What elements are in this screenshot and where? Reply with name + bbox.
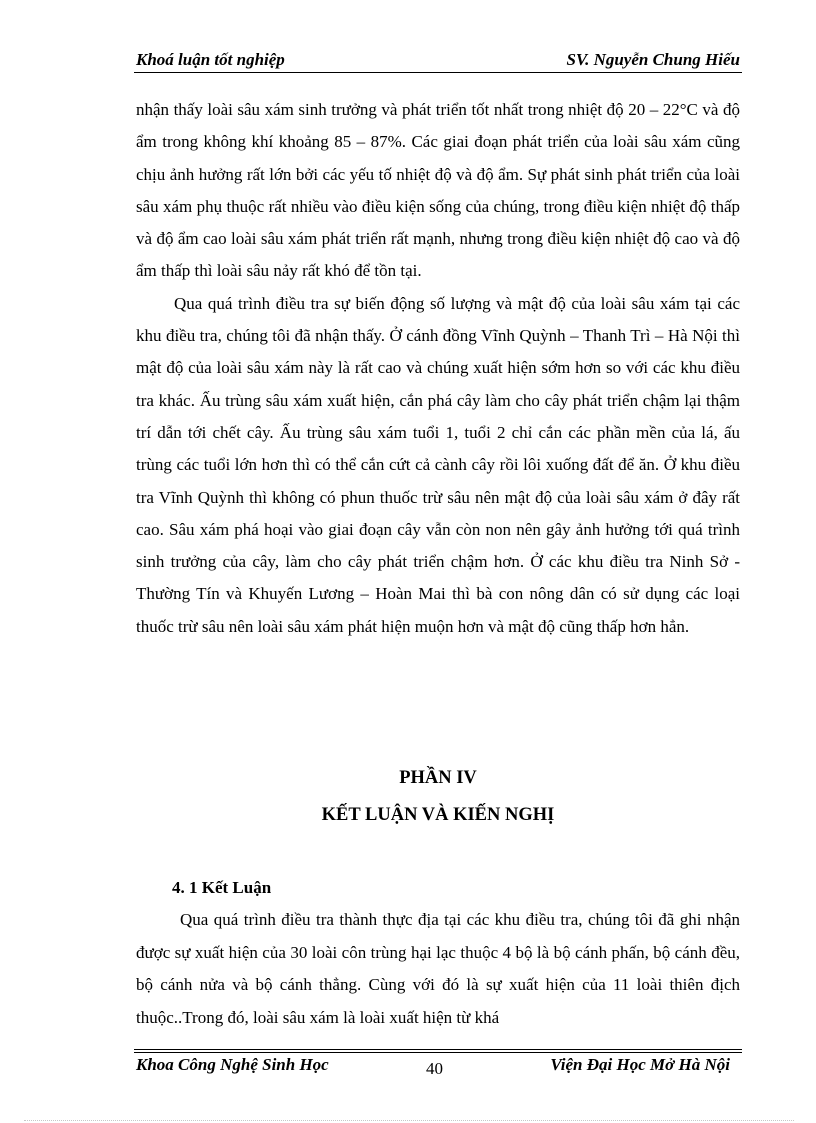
header-student-name: SV. Nguyễn Chung Hiếu xyxy=(566,50,740,69)
section-part-title: PHẦN IV xyxy=(399,768,477,788)
paragraph-2: Qua quá trình điều tra sự biến động số lượng và mật độ của loài sâu xám tại các khu điều tra, chúng tôi đã nhận thấy. Ở cánh đồng Vĩnh Quỳnh – Thanh Trì – Hà Nội thì mật độ của loài sâu xám này là rất cao và chúng xuất hiện sớm hơn so với các khu điều tra khác. Ấu trùng sâu xám xuất hiện, cắn phá cây làm cho cây phát triển chậm lại thậm trí dẫn tới chết cây. Ấu trùng sâu xám tuổi 1, tuổi 2 chỉ cắn các phần mền của lá, ấu trùng các tuổi lớn hơn thì có thể cắn cứt cả cành cây rồi lôi xuống đất để ăn. Ở khu điều tra Vĩnh Quỳnh thì không có phun thuốc trừ sâu nên mật độ của loài sâu xám ở đây rất cao. Sâu xám phá hoại vào giai đoạn cây vẫn còn non nên gây ảnh hưởng tới quá trình sinh trưởng của cây, làm cho cây phát triển chậm hơn. Ở các khu điều tra Ninh Sở - Thường Tín và Khuyến Lương – Hoàn Mai thì bà con nông dân có sử dụng các loại thuốc trừ sâu nên loài sâu xám phát hiện muộn hơn và mật độ cũng thấp hơn hẳn. xyxy=(136,293,740,636)
conclusion-text xyxy=(136,904,740,1034)
page-number: 40 xyxy=(426,1059,443,1078)
body-text xyxy=(136,94,740,643)
header-thesis-label: Khoá luận tốt nghiệp xyxy=(136,50,285,69)
footer-institute: Viện Đại Học Mở Hà Nội xyxy=(550,1055,730,1074)
page-footer xyxy=(136,1055,740,1079)
paragraph-1: nhận thấy loài sâu xám sinh trưởng và phát triển tốt nhất trong nhiệt độ 20 – 22°C và độ ẩm trong không khí khoảng 85 – 87%. Các giai đoạn phát triển của loài sâu xám cũng chịu ảnh hưởng rất lớn bởi các yếu tố nhiệt độ và độ ẩm. Sự phát sinh phát triển của loài sâu xám phụ thuộc rất nhiều vào điều kiện sống của chúng, trong điều kiện nhiệt độ thấp và độ ẩm cao loài sâu xám phát triển rất mạnh, nhưng trong điều kiện nhiệt độ cao và độ ẩm thấp thì loài sâu nảy rất khó để tồn tại. xyxy=(136,100,740,281)
footer-divider-bottom xyxy=(134,1052,742,1053)
section-heading: KẾT LUẬN VÀ KIẾN NGHỊ xyxy=(321,805,555,825)
subsection-heading: 4. 1 Kết Luận xyxy=(172,878,272,897)
footer-faculty: Khoa Công Nghệ Sinh Học xyxy=(136,1055,329,1074)
page-header xyxy=(136,48,740,72)
footer-divider-top xyxy=(134,1049,742,1050)
header-divider xyxy=(134,72,742,73)
page-bottom-dotted-line xyxy=(24,1120,794,1121)
conclusion-paragraph: Qua quá trình điều tra thành thực địa tại các khu điều tra, chúng tôi đã ghi nhận được sự xuất hiện của 30 loài côn trùng hại lạc thuộc 4 bộ là bộ cánh phấn, bộ cánh đều, bộ cánh nửa và bộ cánh thẳng. Cùng với đó là sự xuất hiện của 11 loài thiên địch thuộc..Trong đó, loài sâu xám là loài xuất hiện từ khá xyxy=(136,910,740,1027)
